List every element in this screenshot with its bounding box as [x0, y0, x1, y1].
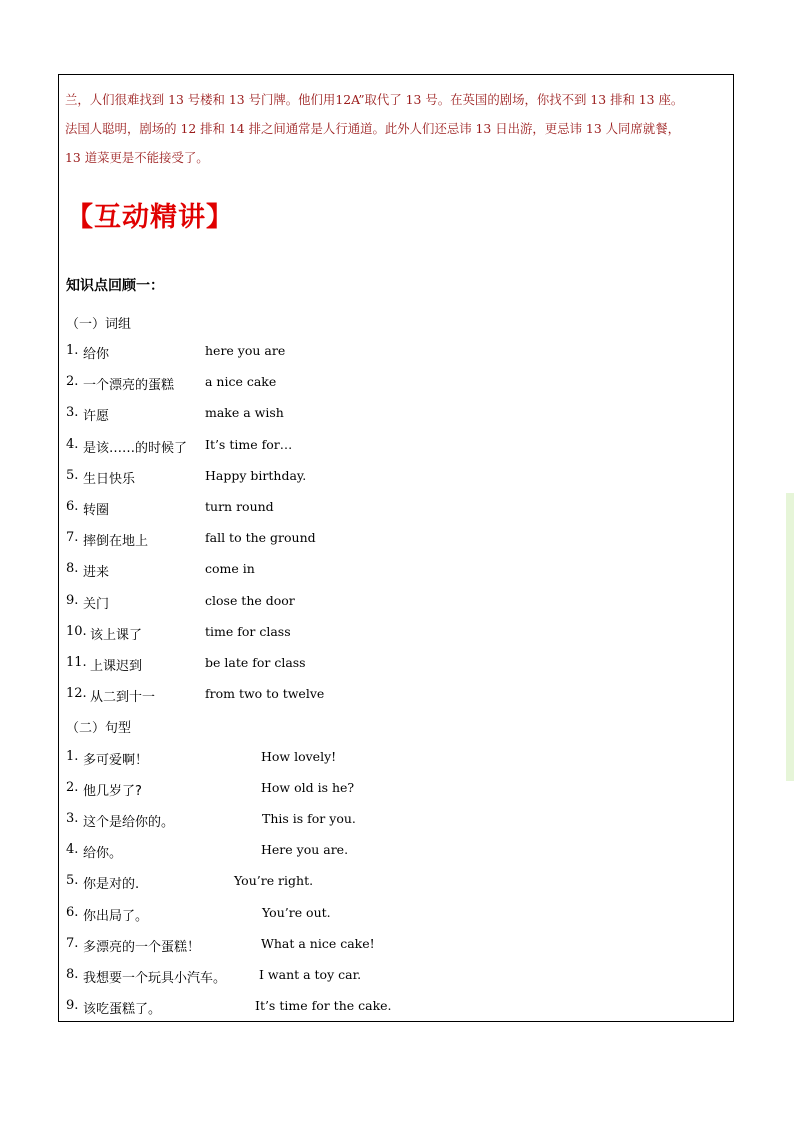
content-frame: [58, 74, 734, 1022]
phrase-english: It’s time for…: [205, 437, 293, 452]
phrase-english: turn round: [205, 499, 274, 514]
sentence-english: What a nice cake!: [261, 936, 375, 951]
sentence-chinese: 给你。: [83, 846, 123, 861]
sentence-english: It’s time for the cake.: [255, 998, 392, 1013]
phrases-title: （一）词组: [66, 317, 132, 332]
phrase-english: be late for class: [205, 655, 306, 670]
sentence-number: 9.: [66, 998, 79, 1013]
phrase-chinese: 生日快乐: [83, 472, 136, 487]
sentence-number: 4.: [66, 842, 79, 857]
sentence-chinese: 你是对的.: [83, 877, 140, 892]
phrase-chinese: 从二到十一: [90, 690, 156, 705]
sentence-number: 2.: [66, 780, 79, 795]
sentence-chinese: 我想要一个玩具小汽车。: [83, 971, 227, 986]
sentence-english: Here you are.: [261, 842, 349, 857]
phrase-number: 4.: [66, 437, 79, 452]
sentence-english: How lovely!: [261, 749, 337, 764]
intro-line: 兰，人们很难找到 13 号楼和 13 号门牌。他们用12A”取代了 13 号。在英国的剧场，你找不到 13 排和 13 座。: [65, 92, 684, 107]
phrase-english: make a wish: [205, 405, 284, 420]
sentence-number: 1.: [66, 749, 79, 764]
phrase-english: come in: [205, 561, 255, 576]
phrase-number: 9.: [66, 593, 79, 608]
sentence-chinese: 多漂亮的一个蛋糕！: [83, 940, 201, 955]
sentence-number: 3.: [66, 811, 79, 826]
sentence-number: 7.: [66, 936, 79, 951]
phrase-number: 11.: [66, 655, 87, 670]
sentences-title: （二）句型: [66, 721, 132, 736]
sentence-chinese: 你出局了。: [83, 909, 149, 924]
intro-paragraph: [65, 85, 729, 172]
phrase-number: 12.: [66, 686, 87, 701]
sentence-chinese: 他几岁了?: [83, 784, 142, 799]
phrase-number: 7.: [66, 530, 79, 545]
phrase-english: Happy birthday.: [205, 468, 307, 483]
sentence-english: I want a toy car.: [259, 967, 362, 982]
phrase-number: 10.: [66, 624, 87, 639]
phrase-english: fall to the ground: [205, 530, 316, 545]
phrase-chinese: 是该……的时候了: [83, 441, 188, 456]
knowledge-review-title: 知识点回顾一：: [66, 278, 164, 294]
sentence-number: 5.: [66, 873, 79, 888]
phrase-number: 3.: [66, 405, 79, 420]
sentence-english: You’re out.: [262, 905, 331, 920]
phrase-chinese: 一个漂亮的蛋糕: [83, 378, 175, 393]
sentence-chinese: 这个是给你的。: [83, 815, 175, 830]
phrase-chinese: 摔倒在地上: [83, 534, 149, 549]
sentence-chinese: 该吃蛋糕了。: [83, 1002, 162, 1017]
phrase-number: 5.: [66, 468, 79, 483]
sentence-chinese: 多可爱啊！: [83, 753, 149, 768]
sentence-english: You’re right.: [234, 873, 314, 888]
intro-line: 法国人聪明，剧场的 12 排和 14 排之间通常是人行通道。此外人们还忌讳 13 日出游，更忌讳 13 人同席就餐，: [65, 121, 680, 136]
phrase-english: here you are: [205, 343, 286, 358]
phrase-number: 6.: [66, 499, 79, 514]
phrase-english: a nice cake: [205, 374, 277, 389]
phrase-chinese: 转圈: [83, 503, 110, 518]
phrase-chinese: 关门: [83, 597, 110, 612]
intro-line: 13 道菜更是不能接受了。: [65, 150, 209, 165]
section-heading: 【互动精讲】: [66, 202, 234, 233]
phrase-english: from two to twelve: [205, 686, 325, 701]
phrase-chinese: 许愿: [83, 409, 110, 424]
sentence-english: This is for you.: [262, 811, 356, 826]
side-panel-strip: [786, 493, 794, 781]
phrase-chinese: 给你: [83, 347, 110, 362]
phrase-number: 1.: [66, 343, 79, 358]
phrase-english: close the door: [205, 593, 295, 608]
phrase-chinese: 上课迟到: [90, 659, 143, 674]
sentence-number: 6.: [66, 905, 79, 920]
sentence-english: How old is he?: [261, 780, 355, 795]
phrase-chinese: 该上课了: [90, 628, 143, 643]
phrase-number: 8.: [66, 561, 79, 576]
phrase-chinese: 进来: [83, 565, 110, 580]
phrase-number: 2.: [66, 374, 79, 389]
phrase-english: time for class: [205, 624, 291, 639]
sentence-number: 8.: [66, 967, 79, 982]
